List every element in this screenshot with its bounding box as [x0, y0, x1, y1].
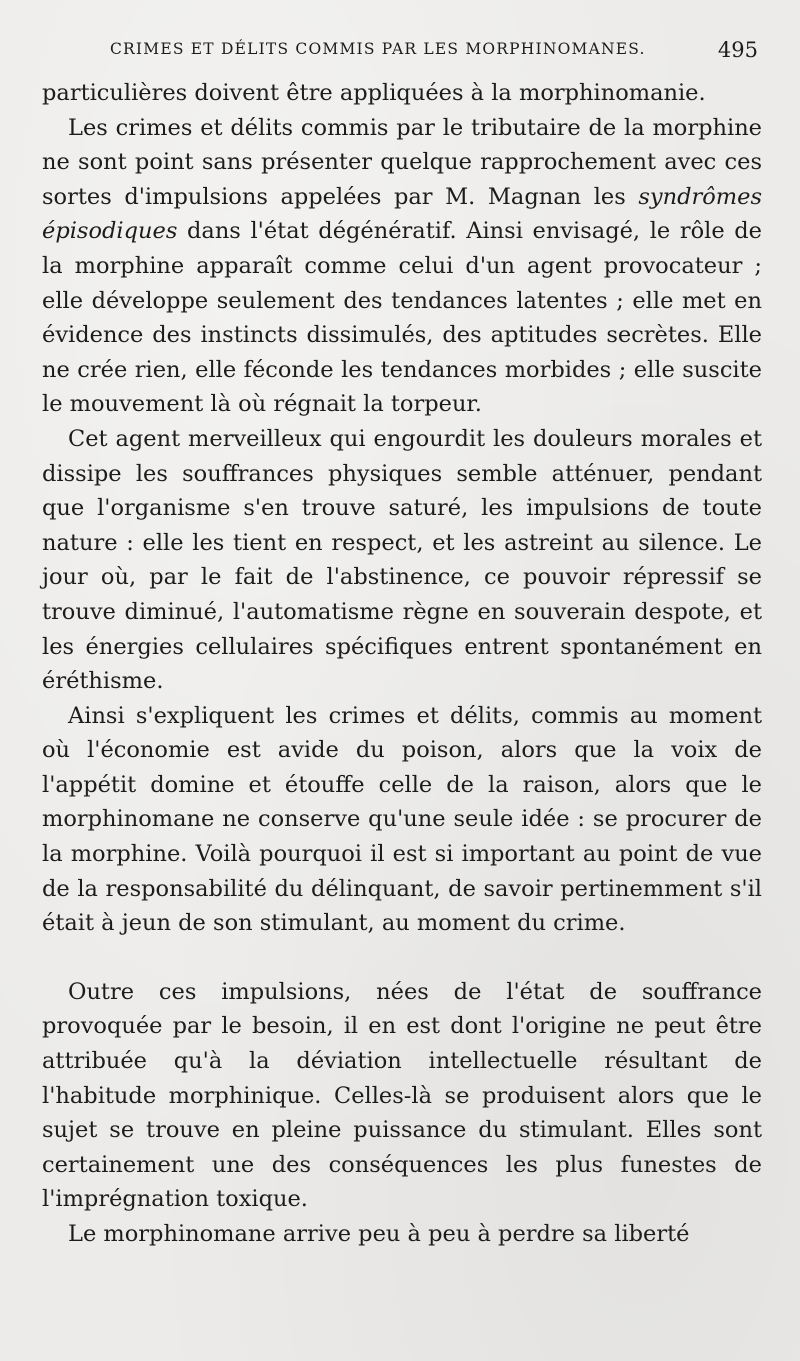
- paragraph: [42, 1217, 762, 1252]
- paragraph: [42, 422, 762, 699]
- paragraph: [42, 111, 762, 422]
- emphasized-text: syndrômes épisodiques: [42, 183, 762, 245]
- paragraph: [42, 975, 762, 1217]
- body-text: [42, 76, 762, 1252]
- page-number: 495: [717, 38, 758, 62]
- running-header: [110, 40, 770, 64]
- paragraph-text: Le morphinomane arrive peu à peu à perdre sa liberté: [68, 1221, 690, 1247]
- paragraph-text: Les crimes et délits commis par le tributaire de la morphine ne sont point sans présenter quelque rapprochement avec ces sortes d'impulsions appelées par M. Magnan les: [42, 114, 762, 210]
- paragraph-text: Cet agent merveilleux qui engourdit les douleurs morales et dissipe les souffrances physiques semble atténuer, pendant que l'organisme s'en trouve saturé, les impulsions de toute nature : elle les tient en respect, et les astreint au silence. Le jour où, par le fait de l'abstinence, ce pouvoir répressif se trouve diminué, l'automatisme règne en souverain despote, et les énergies cellulaires spécifiques entrent spontanément en éréthisme.: [42, 425, 762, 695]
- paragraph-text: dans l'état dégénératif. Ainsi envisagé, le rôle de la morphine apparaît comme celui d'un agent provocateur ; elle développe seulement des tendances latentes ; elle met en évidence des instincts dissimulés, des aptitudes secrètes. Elle ne crée rien, elle féconde les tendances morbides ; elle suscite le mouvement là où régnait la torpeur.: [42, 218, 762, 418]
- paragraph-text: Ainsi s'expliquent les crimes et délits, commis au moment où l'économie est avide du poison, alors que la voix de l'appétit domine et étouffe celle de la raison, alors que le morphinomane ne conserve qu'une seule idée : se procurer de la morphine. Voilà pourquoi il est si important au point de vue de la responsabilité du délinquant, de savoir pertinemment s'il était à jeun de son stimulant, au moment du crime.: [42, 702, 762, 937]
- paragraph-text: Outre ces impulsions, nées de l'état de souffrance provoquée par le besoin, il en est dont l'origine ne peut être attribuée qu'à la déviation intellectuelle résultant de l'habitude morphinique. Celles-là se produisent alors que le sujet se trouve en pleine puissance du stimulant. Elles sont certainement une des conséquences les plus funestes de l'imprégnation toxique.: [42, 978, 762, 1213]
- paragraph-text: particulières doivent être appliquées à la morphinomanie.: [42, 80, 706, 106]
- paragraph: [42, 76, 762, 111]
- header-title: CRIMES ET DÉLITS COMMIS PAR LES MORPHINOMANES.: [110, 40, 646, 58]
- paragraph: [42, 699, 762, 941]
